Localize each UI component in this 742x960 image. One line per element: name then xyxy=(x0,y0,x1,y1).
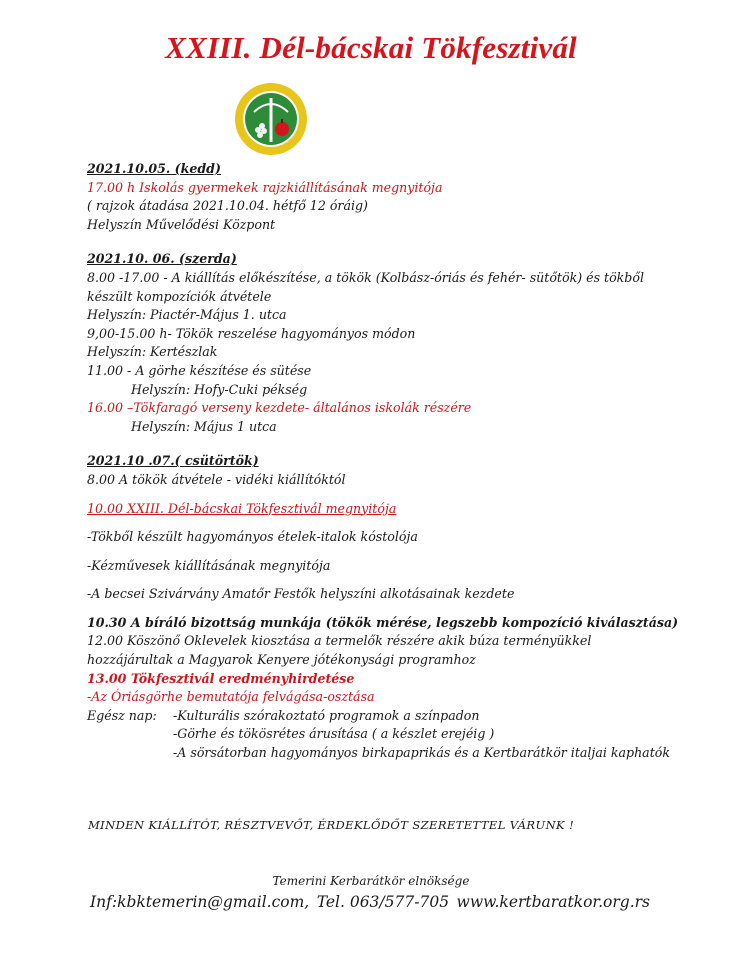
club-logo-icon xyxy=(234,82,308,156)
day1-line-2: ( rajzok átadása 2021.10.04. hétfő 12 óráig) xyxy=(87,198,368,214)
day2-line-6: 11.00 - A görhe készítése és sütése xyxy=(87,362,312,378)
day1-line-1: 17.00 h Iskolás gyermekek rajzkiállításának megnyitója xyxy=(87,179,443,195)
day3-giant: -Az Óriásgörhe bemutatója felvágása-osztása xyxy=(87,689,375,705)
day3-line-5: 12.00 Köszönő Oklevelek kiosztása a termelők részére akik búza terményükkel xyxy=(87,633,592,649)
contact-line xyxy=(90,893,650,911)
day3-results: 13.00 Tökfesztivál eredményhirdetése xyxy=(87,670,355,686)
invitation-text: MINDEN KIÁLLÍTÓT, RÉSZTVEVŐT, ÉRDEKLŐDŐT SZERETETTEL VÁRUNK ! xyxy=(88,818,575,832)
allday-row-1 xyxy=(87,707,707,726)
day2-line-1: 8.00 -17.00 - A kiállítás előkészítése, a tökök (Kolbász-óriás és fehér- sütőtök) és tökből xyxy=(87,269,644,285)
day3-opening: 10.00 XXIII. Dél-bácskai Tökfesztivál megnyitója xyxy=(87,500,397,516)
page-title: XXIII. Dél-bácskai Tökfesztivál xyxy=(165,30,577,65)
allday-item-1: -Kulturális szórakoztató programok a színpadon xyxy=(173,707,480,723)
day2-line-7: Helyszín: Hofy-Cuki pékség xyxy=(131,381,308,397)
contact-email: Inf:kbktemerin@gmail.com, xyxy=(90,893,310,911)
day2-line-8: 16.00 –Tökfaragó verseny kezdete- általános iskolák részére xyxy=(87,400,472,416)
day3-line-3: -Kézművesek kiállításának megnyitója xyxy=(87,557,331,573)
day3-line-4: -A becsei Szivárvány Amatőr Festők helyszíni alkotásainak kezdete xyxy=(87,586,515,602)
day2-line-2: készült kompozíciók átvétele xyxy=(87,288,272,304)
allday-label: Egész nap: xyxy=(87,707,157,723)
contact-phone: Tel. 063/577-705 xyxy=(316,893,450,911)
day2-line-3: Helyszín: Piactér-Május 1. utca xyxy=(87,307,287,323)
allday-item-2: -Görhe és tökösrétes árusítása ( a készlet erejéig ) xyxy=(173,726,495,742)
day2-line-5: Helyszín: Kertészlak xyxy=(87,344,218,360)
day1-line-3: Helyszín Művelődési Központ xyxy=(87,216,276,232)
day2-line-4: 9,00-15.00 h- Tökök reszelése hagyományos módon xyxy=(87,325,416,341)
day3-jury: 10.30 A bíráló bizottság munkája (tökök mérése, legszebb kompozíció kiválasztása) xyxy=(87,614,679,630)
day1-date: 2021.10.05. (kedd) xyxy=(87,161,221,176)
day3-line-6: hozzájárultak a Magyarok Kenyere jótékonysági programhoz xyxy=(87,652,476,668)
day2-line-9: Helyszín: Május 1 utca xyxy=(131,418,277,434)
allday-item-3: -A sörsátorban hagyományos birkapaprikás és a Kertbarátkör italjai kaphatók xyxy=(173,745,670,761)
contact-website: www.kertbaratkor.org.rs xyxy=(456,893,650,911)
day2-date: 2021.10. 06. (szerda) xyxy=(87,251,237,267)
program-content xyxy=(87,160,707,763)
day3-date: 2021.10 .07.( csütörtök) xyxy=(87,453,259,469)
day3-line-2: -Tökből készült hagyományos ételek-italok kóstolója xyxy=(87,529,418,545)
organizer-text: Temerini Kerbarátkör elnöksége xyxy=(272,874,470,888)
day3-line-1: 8.00 A tökök átvétele - vidéki kiállítóktól xyxy=(87,471,346,487)
